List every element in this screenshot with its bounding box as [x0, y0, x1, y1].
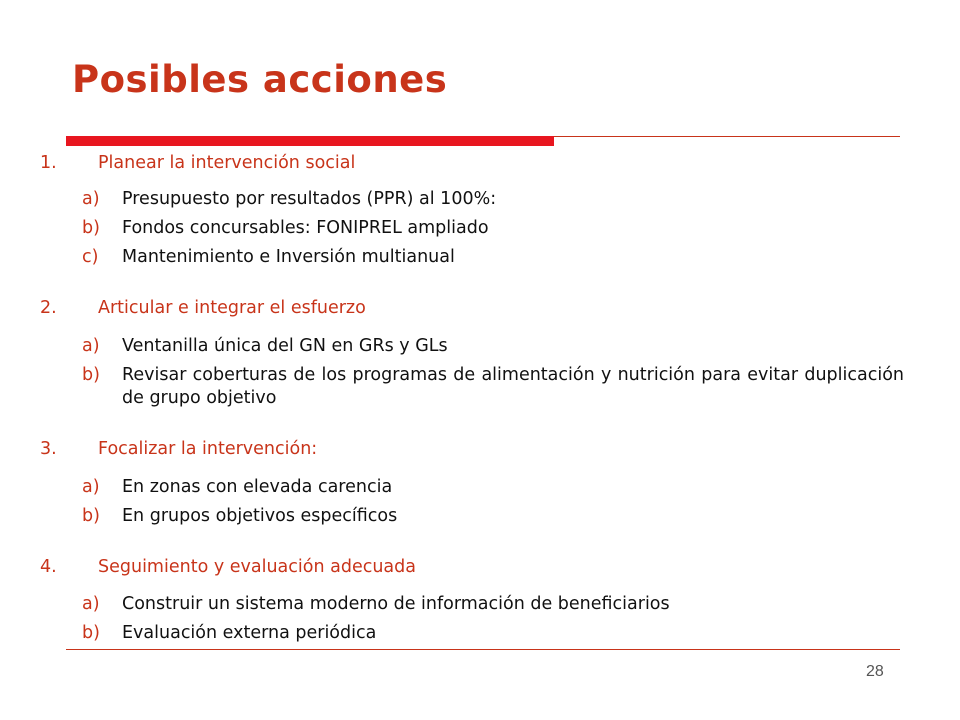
- section-number: 2.: [40, 298, 57, 318]
- list-item: [82, 476, 904, 499]
- item-text: Presupuesto por resultados (PPR) al 100%:: [122, 189, 497, 209]
- section-heading-3: [40, 435, 904, 463]
- item-letter: a): [82, 594, 100, 614]
- title-rule-thick: [66, 136, 554, 146]
- section-number: 3.: [40, 439, 57, 459]
- list-item: [82, 622, 904, 645]
- item-letter: b): [82, 365, 100, 385]
- section-number: 4.: [40, 557, 57, 577]
- list-item: [82, 364, 904, 410]
- section-heading-2: [40, 294, 904, 322]
- item-letter: c): [82, 247, 99, 267]
- list-item: [82, 505, 904, 528]
- section-heading-text: Planear la intervención social: [98, 153, 356, 173]
- item-text: Revisar coberturas de los programas de alimentación y nutrición para evitar duplicación de grupo objetivo: [122, 365, 904, 408]
- item-letter: a): [82, 477, 100, 497]
- title-rule-thin: [554, 136, 900, 137]
- section-number: 1.: [40, 153, 57, 173]
- slide-content: [40, 149, 904, 645]
- footer-rule: [66, 649, 900, 650]
- list-item: [82, 188, 904, 211]
- list-item: [82, 246, 904, 269]
- item-text: Mantenimiento e Inversión multianual: [122, 247, 455, 267]
- section-heading-4: [40, 553, 904, 581]
- list-item: [82, 217, 904, 240]
- slide-title: Posibles acciones: [72, 58, 448, 101]
- item-letter: b): [82, 506, 100, 526]
- item-letter: a): [82, 189, 100, 209]
- item-letter: b): [82, 218, 100, 238]
- section-heading-text: Focalizar la intervención:: [98, 439, 318, 459]
- section-heading-text: Articular e integrar el esfuerzo: [98, 298, 366, 318]
- item-text: Ventanilla única del GN en GRs y GLs: [122, 336, 448, 356]
- item-text: En grupos objetivos específicos: [122, 506, 398, 526]
- item-text: Fondos concursables: FONIPREL ampliado: [122, 218, 489, 238]
- item-letter: a): [82, 336, 100, 356]
- section-heading-text: Seguimiento y evaluación adecuada: [98, 557, 416, 577]
- item-text: Construir un sistema moderno de información de beneficiarios: [122, 594, 670, 614]
- item-letter: b): [82, 623, 100, 643]
- item-text: Evaluación externa periódica: [122, 623, 377, 643]
- section-heading-1: [40, 149, 904, 177]
- list-item: [82, 335, 904, 358]
- item-text: En zonas con elevada carencia: [122, 477, 393, 497]
- list-item: [82, 593, 904, 616]
- page-number: 28: [866, 663, 884, 680]
